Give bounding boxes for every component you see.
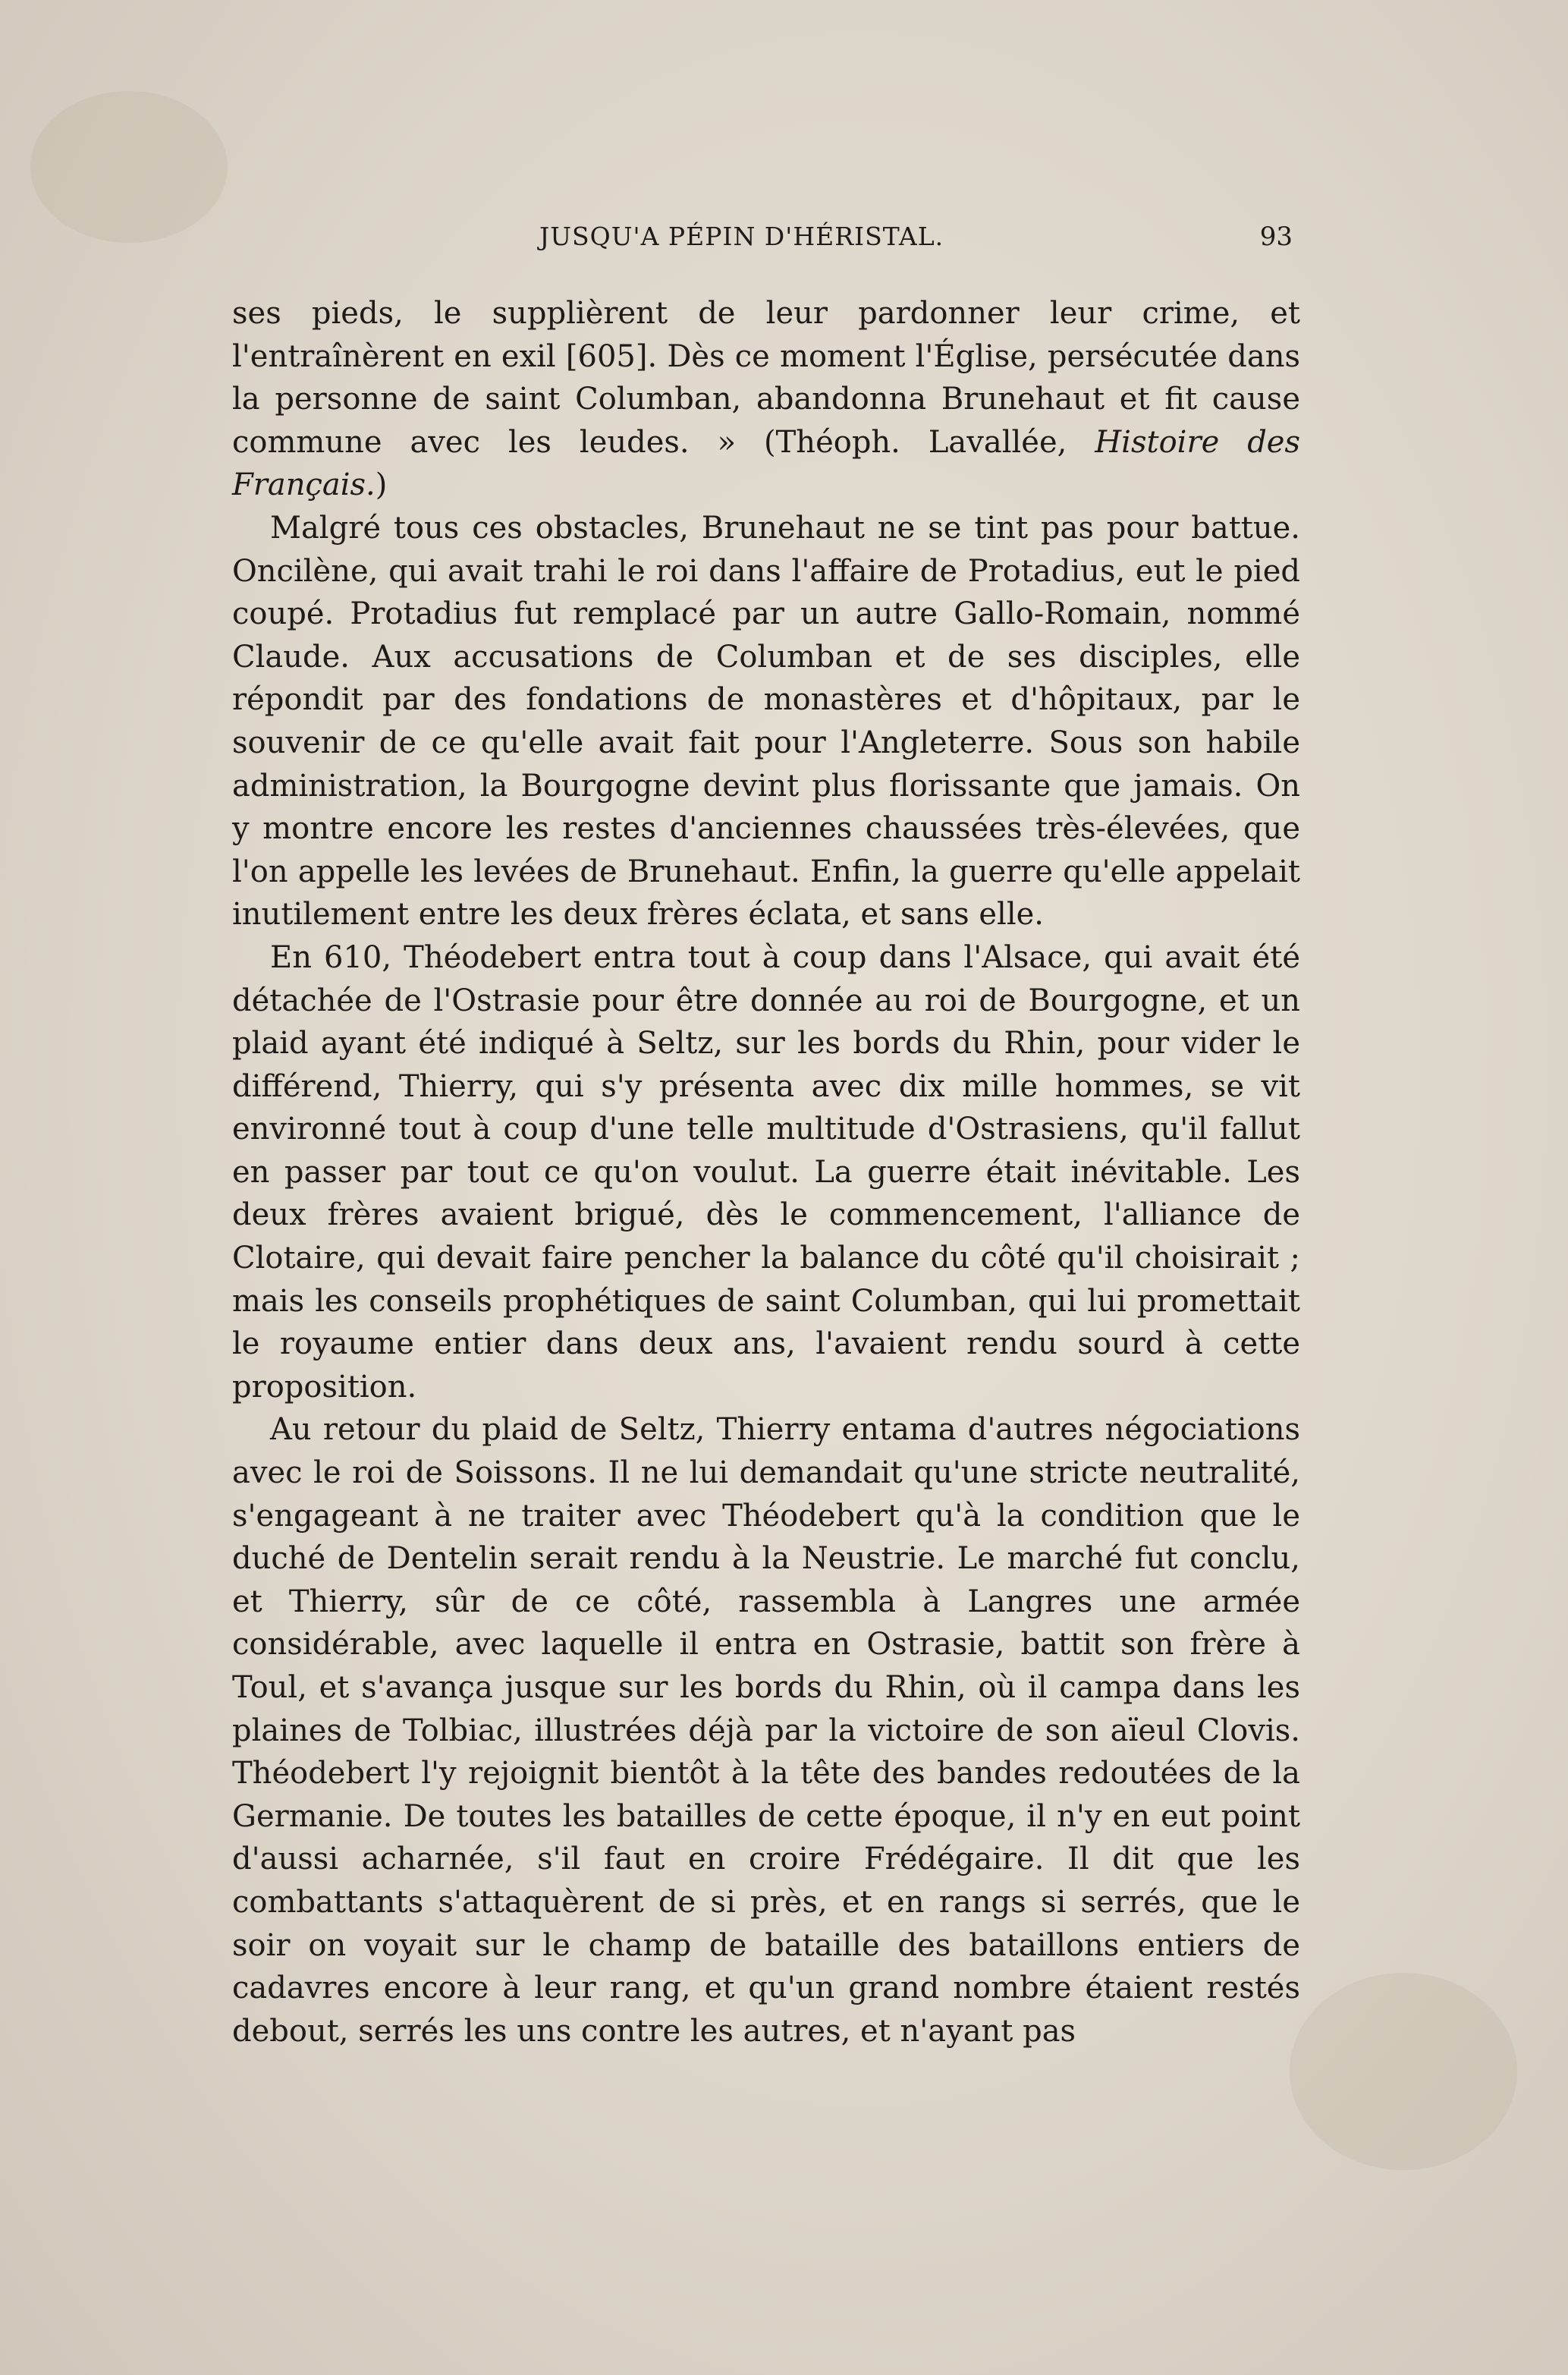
book-title-italic: Histoire des Français. <box>232 424 1300 503</box>
paragraph: En 610, Théodebert entra tout à coup dans l'Alsace, qui avait été détachée de l'Ostrasie pour être donnée au roi de Bourgogne, et un plaid ayant été indiqué à Seltz, sur les bords du Rhin, pour vider le différend, Thierry, qui s'y présenta avec dix mille hommes, se vit environné tout à coup d'une telle multitude d'Ostrasiens, qu'il fallut en passer par tout ce qu'on voulut. La guerre était inévitable. Les deux frères avaient brigué, dès le commencement, l'alliance de Clotaire, qui devait faire pencher la balance du côté qu'il choisirait ; mais les conseils prophétiques de saint Columban, qui lui promettait le royaume entier dans deux ans, l'avaient rendu sourd à cette proposition. <box>232 939 1300 1405</box>
running-head <box>232 222 1294 260</box>
paper-stain <box>1290 1973 1517 2170</box>
paragraph-text: ) <box>375 467 388 503</box>
running-title: JUSQU'A PÉPIN D'HÉRISTAL. <box>539 222 944 251</box>
paragraph-continued <box>232 292 1300 507</box>
page-number: 93 <box>1259 222 1293 252</box>
paragraph: Malgré tous ces obstacles, Brunehaut ne se tint pas pour battue. Oncilène, qui avait trahi le roi dans l'affaire de Protadius, eut le pied coupé. Protadius fut remplacé par un autre Gallo-Romain, nommé Claude. Aux accusations de Columban et de ses disciples, elle répondit par des fondations de monastères et d'hôpitaux, par le souvenir de ce qu'elle avait fait pour l'Angleterre. Sous son habile administration, la Bourgogne devint plus florissante que jamais. On y montre encore les restes d'anciennes chaussées très-élevées, que l'on appelle les levées de Brunehaut. Enfin, la guerre qu'elle appelait inutilement entre les deux frères éclata, et sans elle. <box>232 510 1300 933</box>
paragraph: Au retour du plaid de Seltz, Thierry entama d'autres négociations avec le roi de Soissons. Il ne lui demandait qu'une stricte neutralité, s'engageant à ne traiter avec Théodebert qu'à la condition que le duché de Dentelin serait rendu à la Neustrie. Le marché fut conclu, et Thierry, sûr de ce côté, rassembla à Langres une armée considérable, avec laquelle il entra en Ostrasie, battit son frère à Toul, et s'avança jusque sur les bords du Rhin, où il campa dans les plaines de Tolbiac, illustrées déjà par la victoire de son aïeul Clovis. Théodebert l'y rejoignit bientôt à la tête des bandes redoutées de la Germanie. De toutes les batailles de cette époque, il n'y en eut point d'aussi acharnée, s'il faut en croire Frédégaire. Il dit que les combattants s'attaquèrent de si près, et en rangs si serrés, que le soir on voyait sur le champ de bataille des bataillons entiers de cadavres encore à leur rang, et qu'un grand nombre étaient restés debout, serrés les uns contre les autres, et n'ayant pas <box>232 1412 1300 2049</box>
paper-stain <box>30 91 228 243</box>
body-text <box>232 292 1300 2053</box>
paragraph-text: ses pieds, le supplièrent de leur pardonner leur crime, et l'entraînèrent en exil [605]. Dès ce moment l'Église, persécutée dans la personne de saint Columban, abandonna Brunehaut et fit cause commune avec les leudes. » (Théoph. Lavallée, <box>232 296 1300 460</box>
